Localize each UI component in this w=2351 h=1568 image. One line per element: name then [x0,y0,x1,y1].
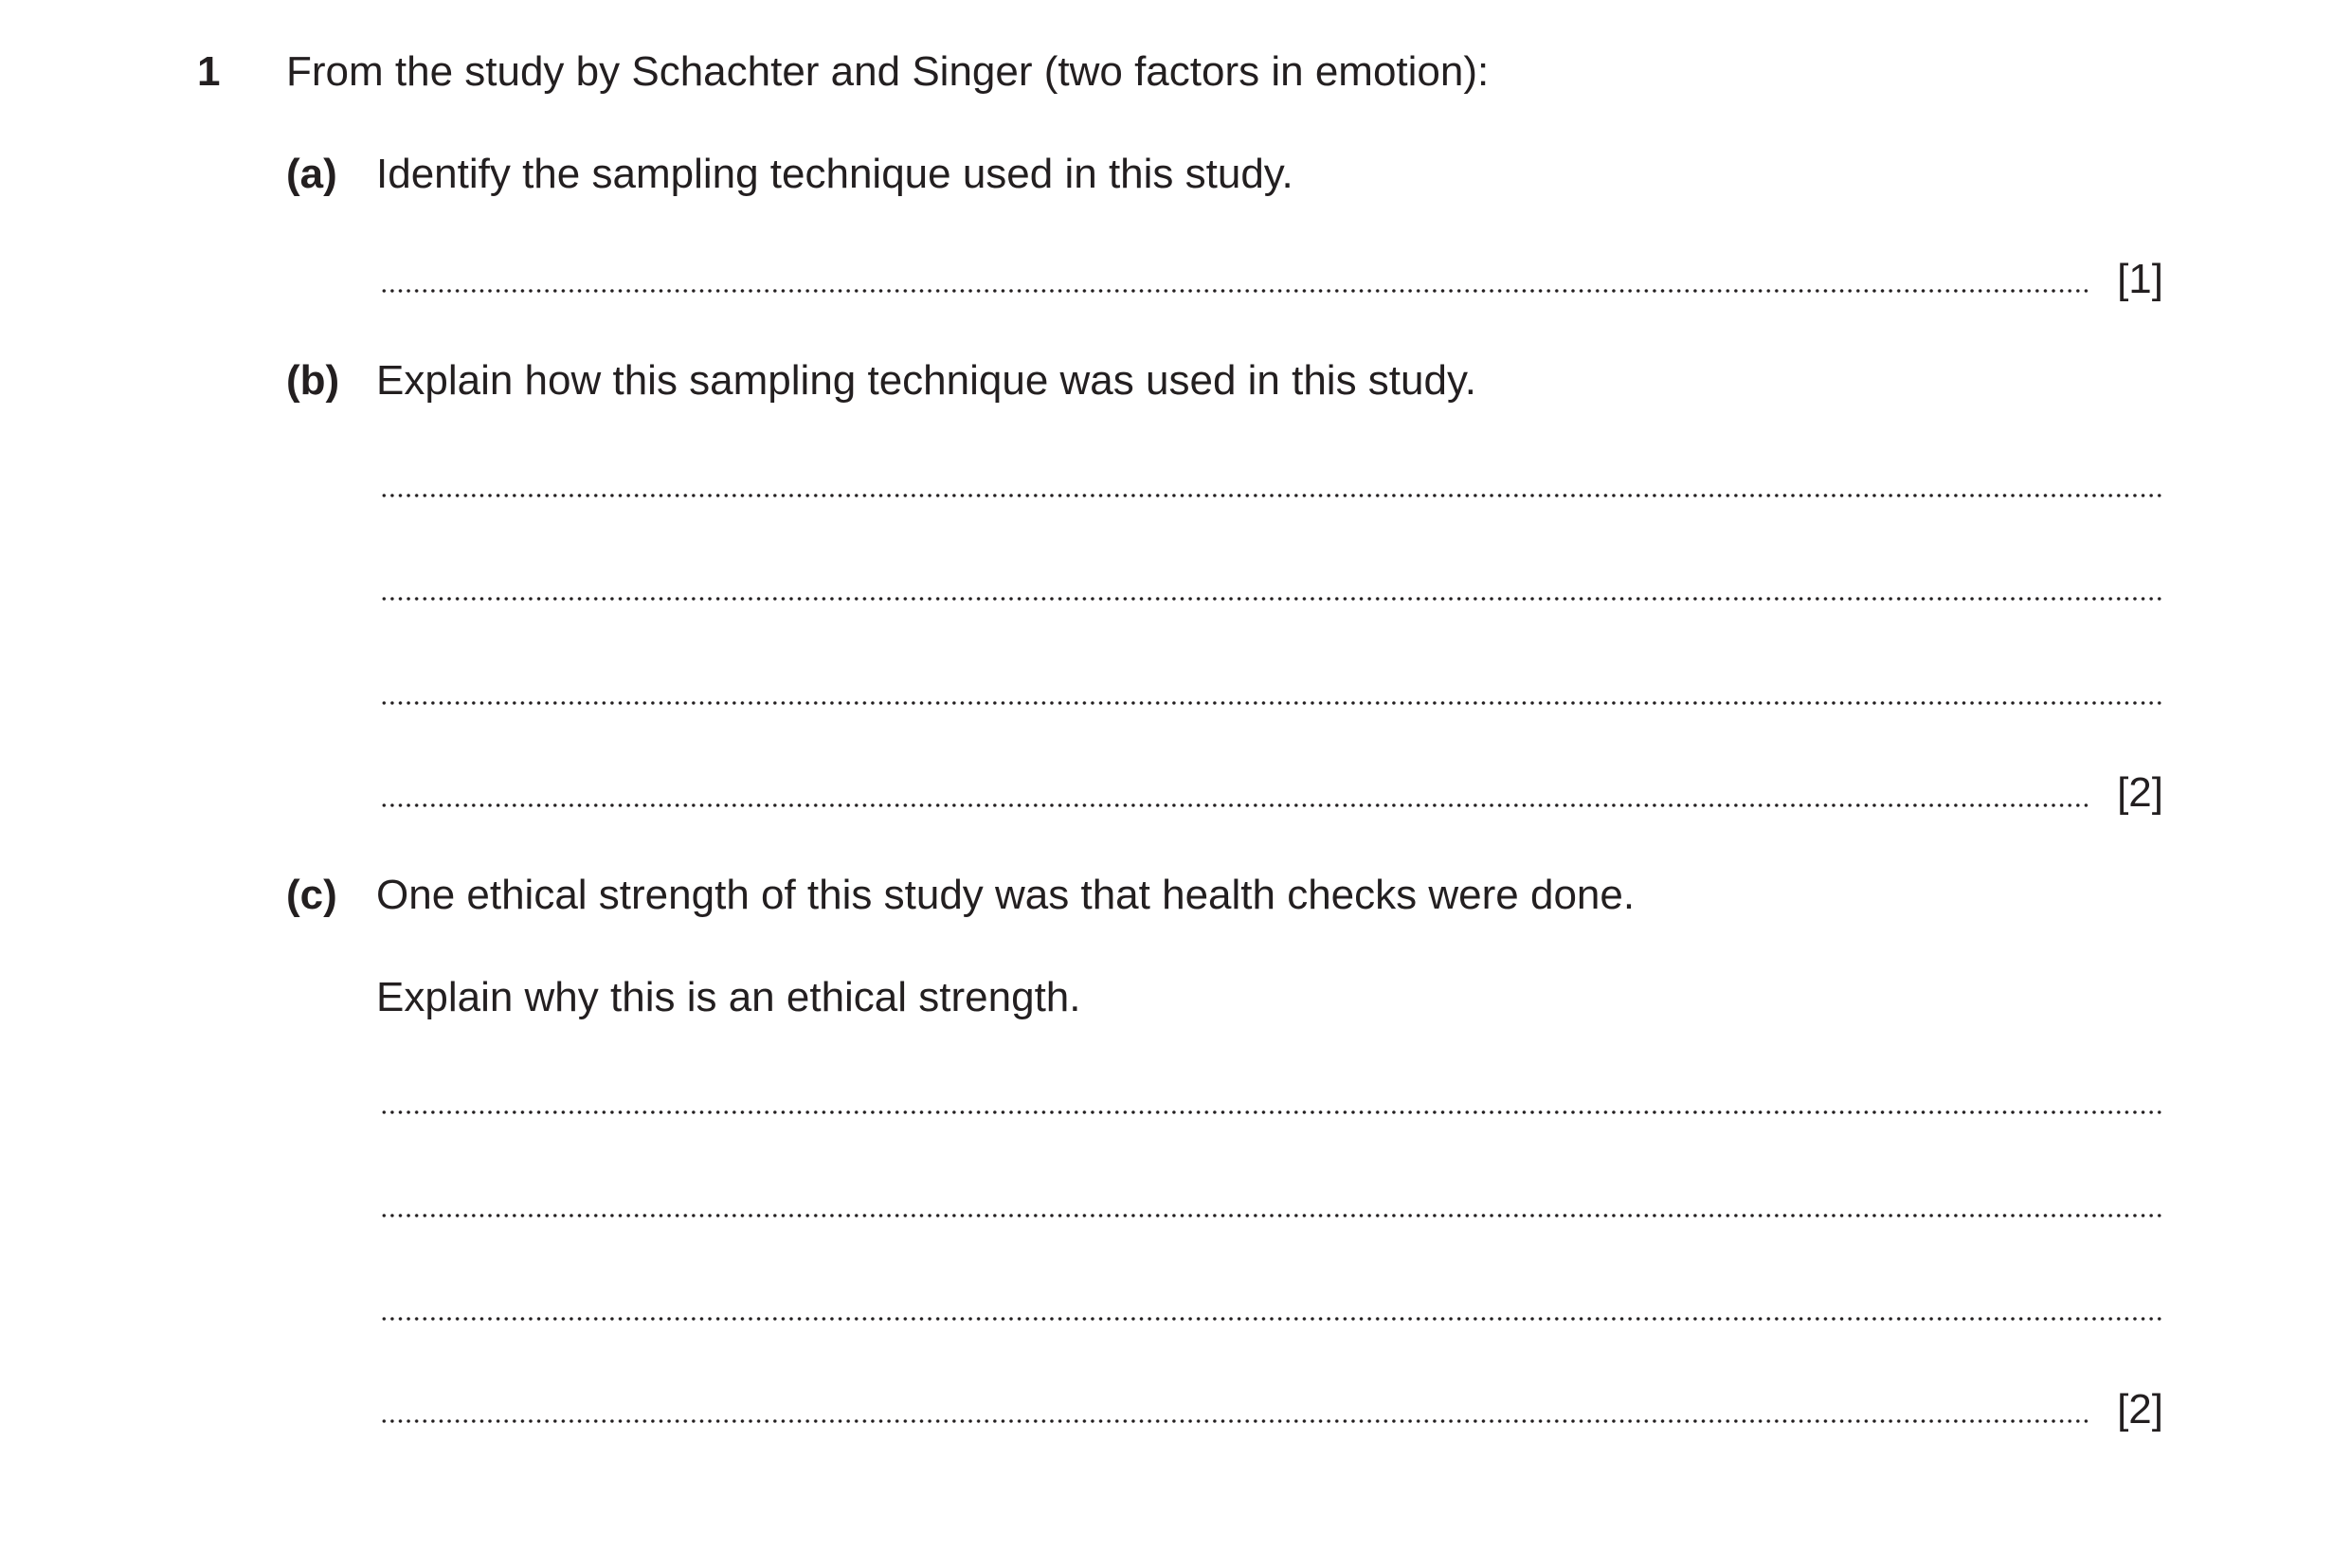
part-c-answer-line-4[interactable] [380,1419,2090,1423]
question-number: 1 [197,48,221,95]
part-c-answer-line-1[interactable] [380,1110,2163,1114]
part-c-instruction: Explain why this is an ethical strength. [376,974,1081,1020]
part-b-answer-line-4[interactable] [380,803,2090,807]
part-b-marks: [2] [2117,769,2163,816]
part-a-prompt: Identify the sampling technique used in this study. [376,151,1293,197]
part-b-prompt: Explain how this sampling technique was used in this study. [376,357,1476,404]
question-stem: From the study by Schachter and Singer (two factors in emotion): [286,48,1490,95]
part-a-label: (a) [286,151,337,197]
part-a-marks: [1] [2117,256,2163,302]
part-c-prompt: One ethical strength of this study was that health checks were done. [376,872,1636,918]
part-c-label: (c) [286,872,337,918]
part-a-answer-line-1[interactable] [380,289,2090,293]
part-b-label: (b) [286,357,340,404]
part-c-answer-line-3[interactable] [380,1317,2163,1321]
part-b-answer-line-2[interactable] [380,597,2163,601]
part-b-answer-line-3[interactable] [380,701,2163,705]
part-c-answer-line-2[interactable] [380,1214,2163,1217]
part-b-answer-line-1[interactable] [380,494,2163,497]
part-c-marks: [2] [2117,1386,2163,1433]
